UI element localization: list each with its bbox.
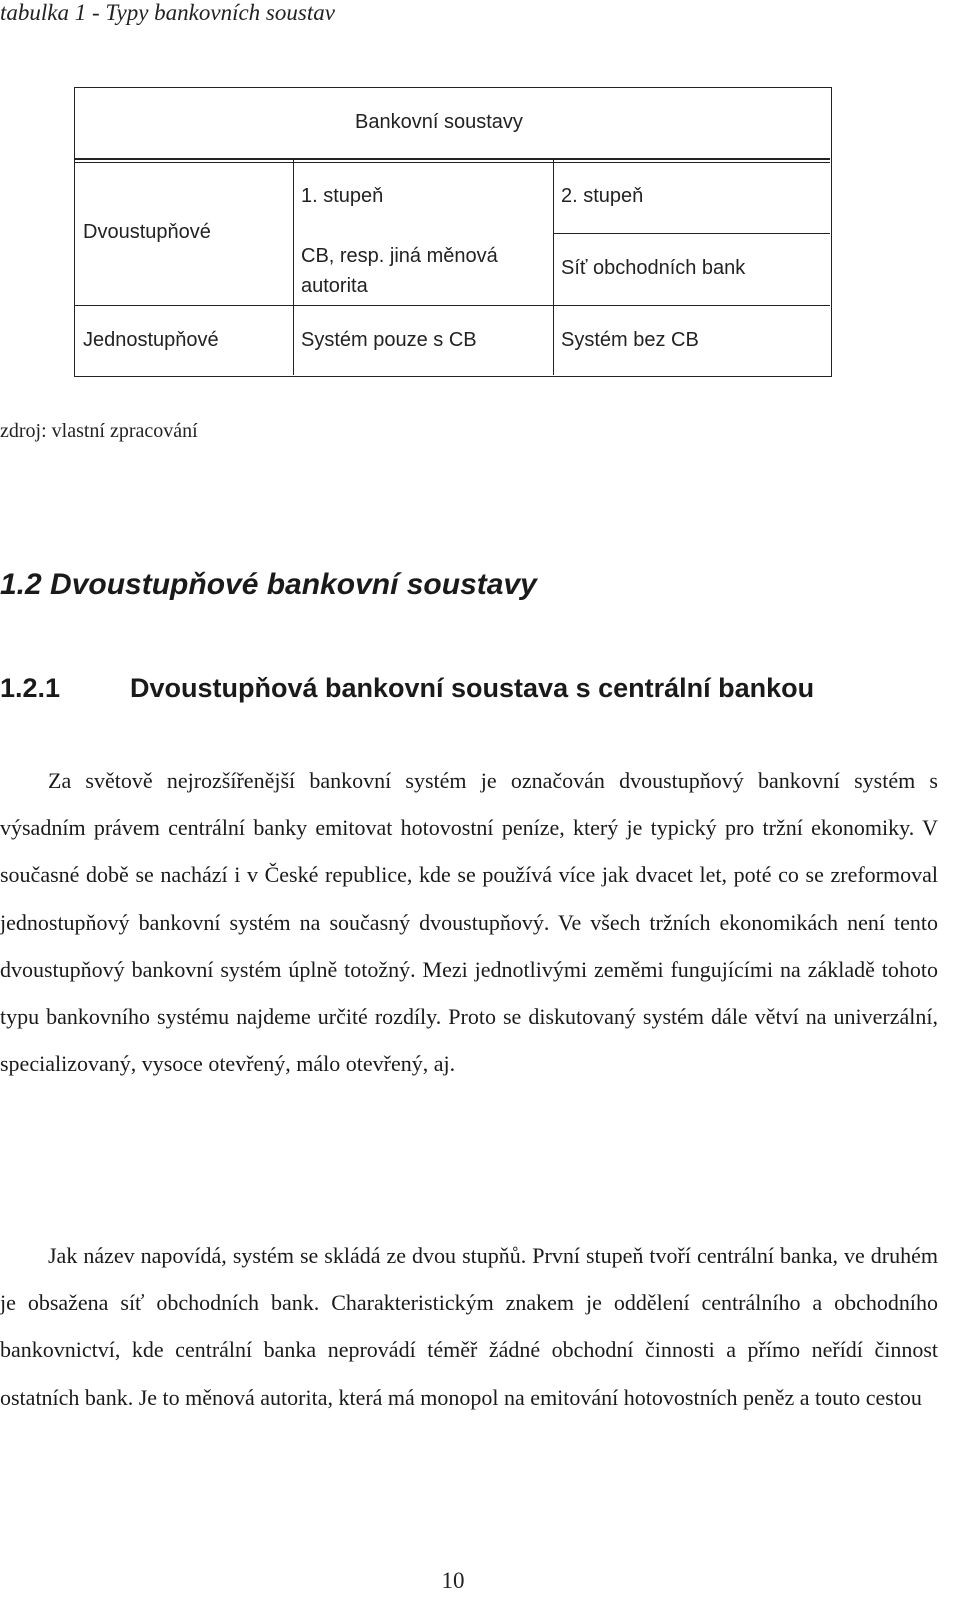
- table-rule: [75, 158, 830, 160]
- subsection-title: Dvoustupňová bankovní soustava s centrální bankou: [130, 673, 815, 703]
- first-level-description: CB, resp. jiná měnová autorita: [301, 245, 498, 297]
- row-label-two-tier: Dvoustupňové: [83, 221, 211, 243]
- subsection-heading: [0, 673, 814, 704]
- table-rule: [293, 160, 294, 375]
- second-level-description: Síť obchodních bank: [561, 257, 746, 279]
- one-tier-only-cb: Systém pouze s CB: [301, 329, 477, 351]
- paragraph-text: Jak název napovídá, systém se skládá ze dvou stupňů. První stupeň tvoří centrální banka, ve druhém je obsažena síť obchodních bank. Charakteristickým znakem je oddělení centrálního a obchodního bankovnictví, kde centrální banka neprovádí téměř žádné obchodní činnosti a přímo neřídí činnost ostatních bank. Je to měnová autorita, která má monopol na emitování hotovostních peněz a touto cestou: [0, 1243, 938, 1410]
- banking-systems-table: [74, 87, 832, 377]
- first-level-heading: 1. stupeň: [301, 185, 384, 207]
- table-rule: [75, 162, 830, 163]
- table-rule: [553, 233, 830, 234]
- page-number: 10: [441, 1568, 465, 1593]
- body-paragraph: [0, 757, 938, 1087]
- table-source-note: zdroj: vlastní zpracování: [0, 420, 198, 442]
- paragraph-text: Za světově nejrozšířenější bankovní systém je označován dvoustupňový bankovní systém s výsadním právem centrální banky emitovat hotovostní peníze, který je typický pro tržní ekonomiky. V současné době se nachází i v České republice, kde se používá více jak dvacet let, poté co se zreformoval jednostupňový bankovní systém na současný dvoustupňový. Ve všech tržních ekonomikách není tento dvoustupňový bankovní systém úplně totožný. Mezi jednotlivými zeměmi fungujícími na základě tohoto typu bankovního systému najdeme určité rozdíly. Proto se diskutovaný systém dále větví na univerzální, specializovaný, vysoce otevřený, málo otevřený, aj.: [0, 768, 938, 1077]
- table-caption: tabulka 1 - Typy bankovních soustav: [0, 0, 335, 25]
- body-paragraph: [0, 1232, 938, 1421]
- second-level-heading: 2. stupeň: [561, 185, 644, 207]
- subsection-number: 1.2.1: [0, 673, 61, 703]
- section-heading: 1.2 Dvoustupňové bankovní soustavy: [0, 568, 537, 601]
- table-header-cell: Bankovní soustavy: [355, 111, 523, 133]
- row-label-one-tier: Jednostupňové: [83, 329, 219, 351]
- one-tier-without-cb: Systém bez CB: [561, 329, 699, 351]
- table-rule: [75, 305, 830, 306]
- table-rule: [553, 160, 554, 375]
